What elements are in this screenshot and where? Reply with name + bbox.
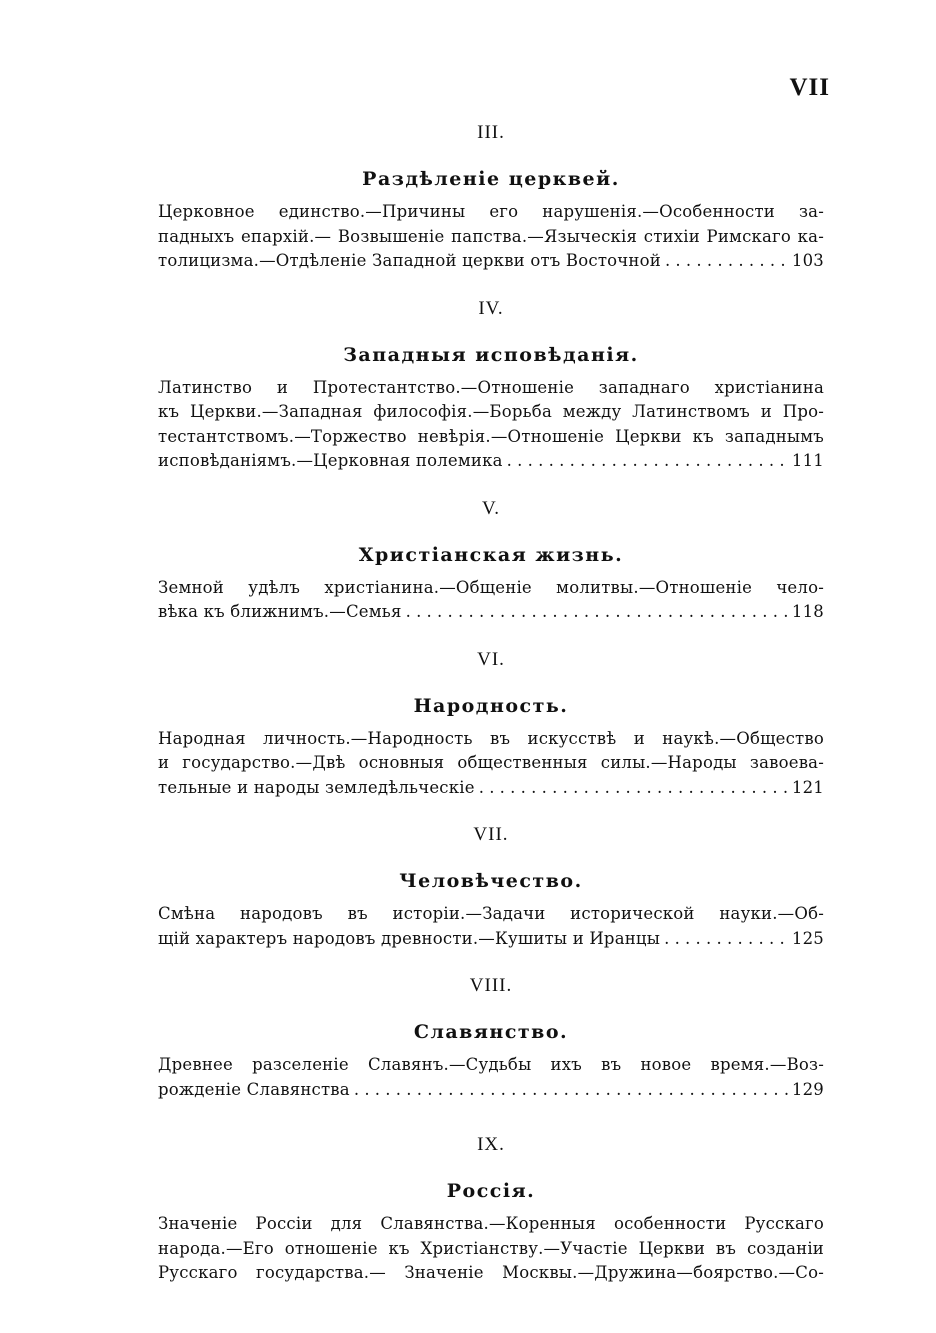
summary-line: тестантствомъ.—Торжество невѣрія.—Отношеніе Церкви къ западнымъ [158, 426, 824, 446]
summary-line: и государство.—Двѣ основныя общественныя силы.—Народы завоева- [158, 753, 824, 772]
summary-line: Смѣна народовъ въ исторіи.—Задачи исторической науки.—Об- [158, 904, 824, 923]
section-numeral: VI. [477, 648, 505, 670]
toc-page-ref: 125 [791, 928, 824, 948]
summary-line-last [158, 449, 824, 474]
summary-line-text: тельные и народы земледѣльческіе [158, 777, 475, 797]
summary-line: Церковное единство.—Причины его нарушенія.—Особенности за- [158, 202, 824, 221]
page-number: VII [789, 74, 830, 101]
summary-line-last [158, 776, 824, 801]
section-heading: Россія. [446, 1180, 536, 1202]
summary-line: Земной удѣлъ христіанина.—Общеніе молитвы.—Отношеніе чело- [158, 577, 824, 597]
section-numeral: IX. [477, 1134, 505, 1155]
dot-leader [665, 249, 788, 274]
summary-line: Древнее разселеніе Славянъ.—Судьбы ихъ въ новое время.—Воз- [158, 1055, 824, 1074]
summary-line: къ Церкви.—Западная философія.—Борьба между Латинствомъ и Про- [158, 402, 824, 421]
dot-leader [507, 449, 788, 474]
summary-line: Народная личность.—Народность въ искусствѣ и наукѣ.—Общество [158, 728, 824, 748]
summary-line-last [158, 927, 824, 952]
toc-section-iii [158, 118, 824, 274]
summary-line: Латинство и Протестантство.—Отношеніе западнаго христіанина [158, 377, 824, 397]
section-summary [158, 727, 824, 801]
section-summary [158, 1212, 824, 1286]
summary-line-last [158, 1078, 824, 1103]
section-summary [158, 576, 824, 625]
summary-line-last [158, 249, 824, 274]
dot-leader [406, 600, 788, 625]
toc-page-ref: 111 [791, 451, 824, 470]
summary-line-text: толицизма.—Отдѣленіе Западной церкви отъ Восточной [158, 251, 661, 270]
section-summary [158, 902, 824, 951]
table-of-contents [158, 112, 824, 1286]
section-numeral: VIII. [469, 975, 513, 996]
section-summary [158, 200, 824, 274]
summary-line-text: щій характеръ народовъ древности.—Кушиты и Иранцы [158, 928, 661, 948]
section-heading: Христіанская жизнь. [358, 543, 624, 566]
summary-line: Русскаго государства.— Значеніе Москвы.—Дружина—боярство.—Со- [158, 1263, 824, 1282]
toc-section-ix [158, 1130, 824, 1286]
section-summary [158, 1053, 824, 1102]
section-heading: Народность. [413, 694, 569, 717]
section-summary [158, 376, 824, 474]
dot-leader [354, 1078, 788, 1103]
summary-line: Значеніе Россіи для Славянства.—Коренныя особенности Русскаго [158, 1214, 824, 1233]
section-numeral: VII. [473, 824, 509, 845]
toc-page-ref: 121 [791, 777, 824, 797]
section-numeral: V. [481, 497, 501, 519]
toc-section-iv [158, 294, 824, 474]
section-heading: Человѣчество. [399, 870, 583, 892]
toc-section-vii [158, 820, 824, 951]
toc-page-ref: 129 [791, 1079, 824, 1099]
toc-section-viii [158, 971, 824, 1102]
summary-line-text: рожденіе Славянства [158, 1079, 350, 1099]
toc-section-v [158, 494, 824, 625]
section-numeral: III. [477, 122, 505, 143]
toc-page-ref: 103 [791, 251, 824, 270]
section-heading: Славянство. [413, 1021, 569, 1043]
summary-line-text: вѣка къ ближнимъ.—Семья [158, 602, 402, 621]
summary-line: народа.—Его отношеніе къ Христіанству.—Участіе Церкви въ созданіи [158, 1238, 824, 1258]
dot-leader [479, 776, 788, 801]
dot-leader [664, 927, 788, 952]
toc-page-ref: 118 [791, 602, 824, 621]
summary-line-text: исповѣданіямъ.—Церковная полемика [158, 451, 503, 470]
summary-line: падныхъ епархій.— Возвышеніе папства.—Языческія стихіи Римскаго ка- [158, 226, 824, 246]
toc-section-vi [158, 645, 824, 801]
section-heading: Западныя исповѣданія. [343, 343, 639, 366]
section-heading: Раздѣленіе церквей. [362, 168, 620, 190]
section-numeral: IV. [478, 297, 504, 319]
summary-line-last [158, 600, 824, 625]
